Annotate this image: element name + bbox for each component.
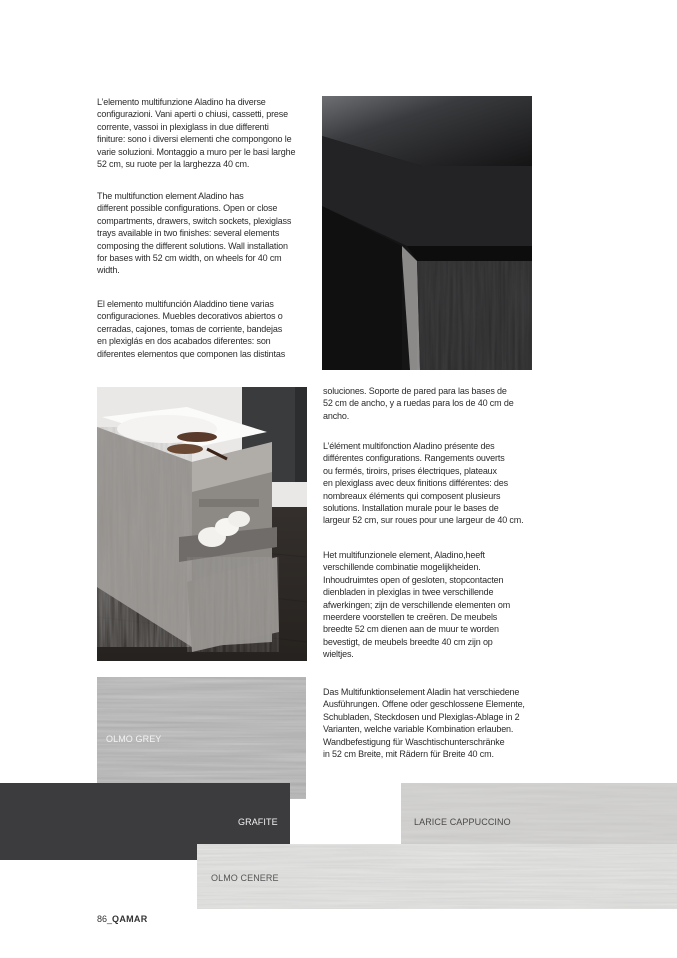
page-number: 86_: [97, 914, 113, 924]
larice-cappuccino-label: LARICE CAPPUCCINO: [414, 817, 511, 827]
olmo-grey-label: OLMO GREY: [106, 734, 162, 744]
swatch-olmo-grey: [97, 677, 306, 799]
closeup-photo: [322, 96, 532, 370]
paragraph-spanish-part2: soluciones. Soporte de pared para las bases de 52 cm de ancho, y a ruedas para los de 40 cm de ancho.: [323, 386, 514, 421]
grafite-label: GRAFITE: [238, 817, 278, 827]
olmo-cenere-label: OLMO CENERE: [211, 873, 279, 883]
cabinet-illustration: [97, 387, 307, 661]
paragraph-german: Das Multifunktionselement Aladin hat verschiedene Ausführungen. Offene oder geschlossene Elemente, Schubladen, Steckdosen und Plexiglas-Ablage in 2 Varianten, welche variable Kombination erlauben. Wandbefestigung für Waschtischunterschränke in 52 cm Breite, mit Rädern für Breite 40 cm.: [323, 687, 525, 760]
paragraph-dutch: Het multifunzionele element, Aladino,heeft verschillende combinatie mogelijkheiden. Inhoudruimtes open of gesloten, stopcontacten dienbladen in plexiglas in twee verschillende afwerkingen; zijn de verschillende elementen om meerdere voorstellen te creëren. De meubels breedte 52 cm dienen aan de muur te worden bevestigt, de meubels breedte 40 cm zijn op wieltjes.: [323, 550, 511, 660]
page-footer: [97, 914, 148, 924]
closeup-illustration: [322, 96, 532, 370]
brand-name: QAMAR: [112, 914, 148, 924]
paragraph-english: The multifunction element Aladino has different possible configurations. Open or close compartments, drawers, switch sockets, plexiglass trays available in two finishes: several elements composing the different solutions. Wall installation for bases with 52 cm width, on wheels for 40 cm width.: [97, 191, 292, 276]
paragraph-spanish-part1: El elemento multifunción Aladdino tiene varias configuraciones. Muebles decorativos abiertos o cerradas, cajones, tomas de corriente, bandejas en plexiglás en dos acabados diferentes: son diferentes elementos que componen las distintas: [97, 299, 286, 359]
swatch-olmo-cenere: [197, 844, 677, 909]
paragraph-french: L’élément multifonction Aladino présente des différentes configurations. Rangements ouverts ou fermés, tiroirs, prises électriques, plateaux en plexiglass avec deux finitions différentes: des nombreaux éléments qui composent plusieurs solutions. Installation murale pour le bases de largeur 52 cm, sur roues pour une largeur de 40 cm.: [323, 441, 524, 526]
paragraph-italian: L’elemento multifunzione Aladino ha diverse configurazioni. Vani aperti o chiusi, cassetti, prese corrente, vassoi in plexiglass in due differenti finiture: sono i diversi elementi che compongono le varie soluzioni. Montaggio a muro per le basi larghe 52 cm, su ruote per la larghezza 40 cm.: [97, 97, 296, 170]
cabinet-photo: [97, 387, 307, 661]
